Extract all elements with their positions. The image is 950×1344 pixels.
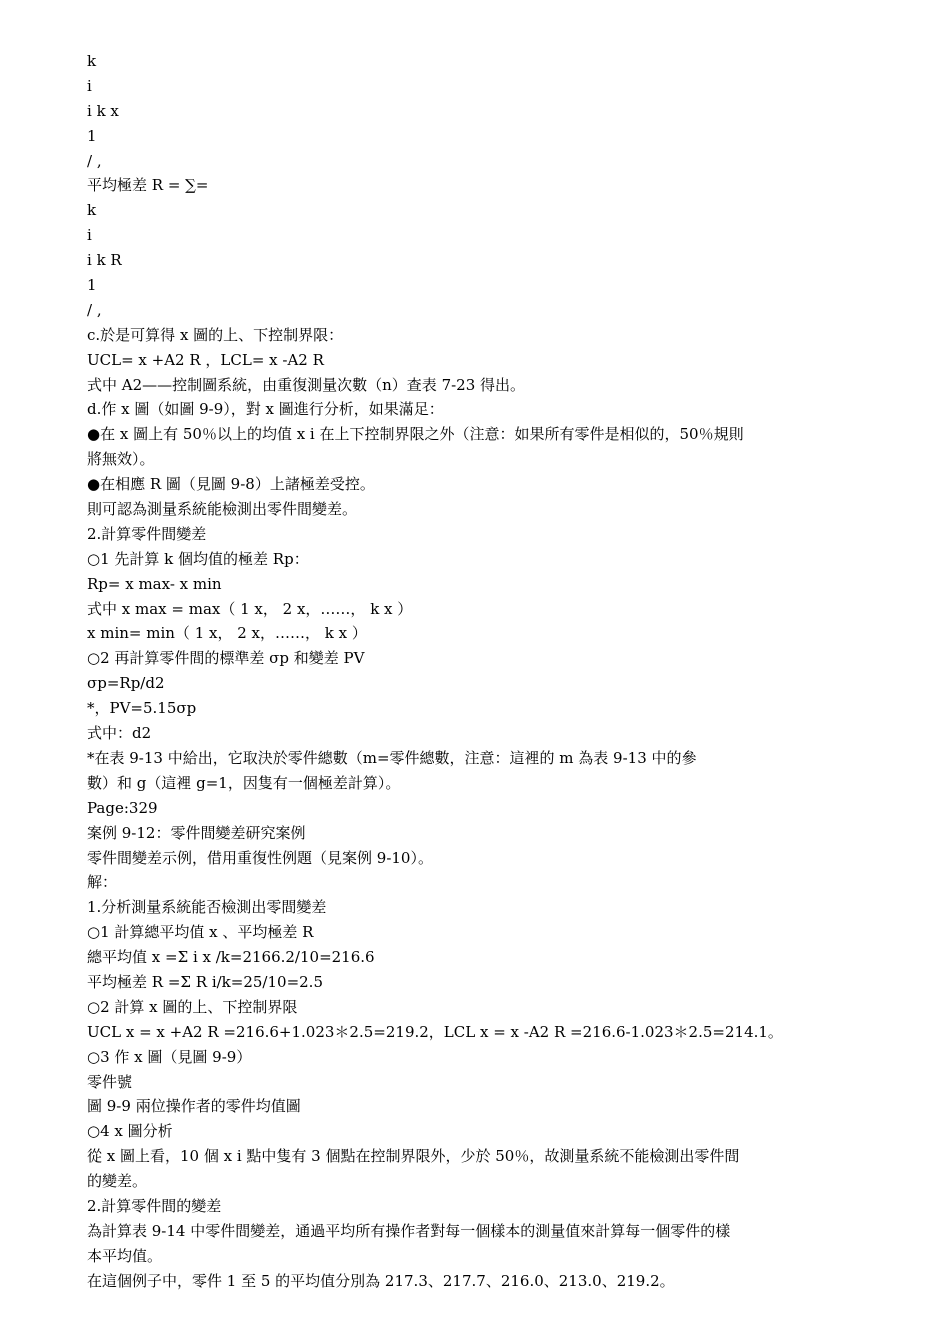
- text-line: d.作 x 圖（如圖 9-9），對 x 圖進行分析，如果滿足：: [87, 400, 444, 419]
- text-line: σp=Rp/d2: [87, 674, 165, 693]
- text-line: ○1 先計算 k 個均值的極差 Rp：: [87, 549, 309, 568]
- text-line: ○1 計算總平均值 x 、平均極差 R: [87, 923, 314, 942]
- text-line: 1: [87, 126, 97, 145]
- text-line: / ,: [87, 151, 102, 170]
- text-line: i: [87, 226, 92, 245]
- text-line: Rp= x max- x min: [87, 574, 222, 593]
- text-line: k: [87, 52, 97, 70]
- text-line: ○4 x 圖分析: [87, 1122, 173, 1141]
- text-line: UCL= x +A2 R ，LCL= x -A2 R: [87, 350, 324, 369]
- text-line: 本平均值。: [87, 1246, 163, 1265]
- text-line: 2.計算零件間變差: [87, 524, 207, 543]
- text-line: ○2 計算 x 圖的上、下控制界限: [87, 997, 298, 1016]
- text-line: 將無效）。: [87, 450, 155, 469]
- text-line: 則可認為測量系統能檢測出零件間變差。: [87, 500, 358, 519]
- text-line: *在表 9-13 中給出，它取決於零件總數（m=零件總數，注意：這裡的 m 為表 9-13 中的參: [87, 748, 697, 767]
- text-line: x min= min（ 1 x， 2 x，……， k x ）: [87, 624, 367, 643]
- text-line: 式中：d2: [87, 724, 152, 743]
- text-line: 解：: [87, 873, 118, 892]
- text-line: 式中 A2——控制圖系統，由重復測量次數（n）查表 7-23 得出。: [87, 375, 526, 394]
- text-line: 數）和 g（這裡 g=1，因隻有一個極差計算）。: [87, 773, 401, 792]
- text-line: *，PV=5.15σp: [87, 699, 197, 718]
- text-line: 式中 x max = max（ 1 x， 2 x，……， k x ）: [87, 599, 413, 618]
- text-line: 1: [87, 276, 97, 295]
- text-line: 零件號: [87, 1072, 133, 1091]
- text-line: 案例 9-12：零件間變差研究案例: [87, 823, 306, 842]
- text-line: 為計算表 9-14 中零件間變差，通過平均所有操作者對每一個樣本的測量值來計算每一個零件的樣: [87, 1221, 731, 1240]
- text-line: 總平均值 x =Σ i x /k=2166.2/10=216.6: [87, 948, 375, 967]
- text-line: 1.分析測量系統能否檢測出零間變差: [87, 898, 327, 917]
- text-line: / ,: [87, 300, 102, 319]
- text-line: Page:329: [87, 798, 158, 817]
- text-line: 平均極差 R =Σ R i/k=25/10=2.5: [87, 972, 323, 991]
- text-line: ○2 再計算零件間的標準差 σp 和變差 PV: [87, 649, 365, 668]
- text-line: i k x: [87, 101, 119, 120]
- text-line: k: [87, 201, 97, 220]
- text-line: ●在 x 圖上有 50％以上的均值 x i 在上下控制界限之外（注意：如果所有零件是相似的，50％規則: [87, 425, 744, 444]
- text-line: 在這個例子中，零件 1 至 5 的平均值分別為 217.3、217.7、216.0、213.0、219.2。: [87, 1271, 675, 1290]
- text-line: 的變差。: [87, 1172, 148, 1191]
- text-line: ●在相應 R 圖（見圖 9-8）上諸極差受控。: [87, 475, 375, 494]
- text-line: 零件間變差示例，借用重復性例題（見案例 9-10）。: [87, 848, 433, 867]
- text-line: 從 x 圖上看，10 個 x i 點中隻有 3 個點在控制界限外，少於 50％，故測量系統不能檢測出零件間: [87, 1147, 740, 1166]
- text-line: UCL x = x +A2 R =216.6+1.023＊2.5=219.2，LCL x = x -A2 R =216.6-1.023＊2.5=214.1。: [87, 1022, 783, 1041]
- text-line: i: [87, 76, 92, 95]
- text-line: 2.計算零件間的變差: [87, 1196, 222, 1215]
- text-line: c.於是可算得 x 圖的上、下控制界限：: [87, 325, 344, 344]
- text-line: ○3 作 x 圖（見圖 9-9）: [87, 1047, 252, 1066]
- text-line: 圖 9-9 兩位操作者的零件均值圖: [87, 1097, 301, 1116]
- document-page: [87, 49, 807, 1294]
- text-line: 平均極差 R = ∑=: [87, 176, 209, 195]
- text-line: i k R: [87, 251, 122, 270]
